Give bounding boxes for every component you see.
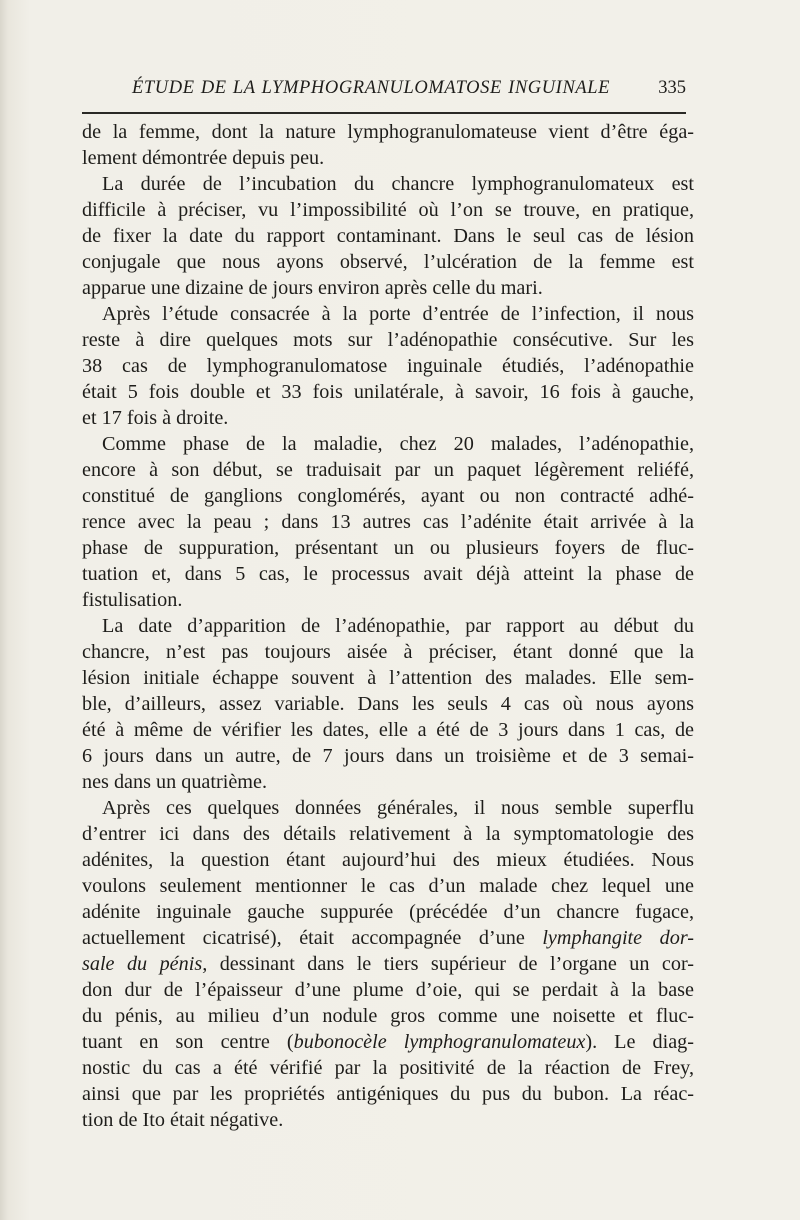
text-line: constitué de ganglions conglomérés, ayant ou non contracté adhé- <box>82 485 694 507</box>
text-line: ainsi que par les propriétés antigéniques du pus du bubon. La réac- <box>82 1083 694 1105</box>
text-segment: actuellement cicatrisé), était accompagnée d’une <box>82 927 525 949</box>
text-line: rence avec la peau ; dans 13 autres cas l’adénite était arrivée à la <box>82 511 694 533</box>
text-segment: ). Le diag- <box>585 1031 694 1053</box>
text-line: conjugale que nous ayons observé, l’ulcération de la femme est <box>82 251 694 273</box>
text-segment: dessinant dans le tiers supérieur de l’organe un cor- <box>219 953 694 975</box>
text-line: phase de suppuration, présentant un ou plusieurs foyers de fluc- <box>82 537 694 559</box>
text-line: difficile à préciser, vu l’impossibilité où l’on se trouve, en pratique, <box>82 199 694 221</box>
text-line <box>82 925 694 951</box>
text-line: ble, d’ailleurs, assez variable. Dans les seuls 4 cas où nous ayons <box>82 693 694 715</box>
text-segment: tuant en son centre ( <box>82 1031 294 1053</box>
text-line: 38 cas de lymphogranulomatose inguinale étudiés, l’adénopathie <box>82 355 694 377</box>
text-line: était 5 fois double et 33 fois unilatérale, à savoir, 16 fois à gauche, <box>82 381 694 403</box>
text-line: du pénis, au milieu d’un nodule gros comme une noisette et fluc- <box>82 1005 694 1027</box>
text-line: apparue une dizaine de jours environ après celle du mari. <box>82 277 543 299</box>
text-line: lement démontrée depuis peu. <box>82 147 325 169</box>
text-line: nes dans un quatrième. <box>82 771 267 793</box>
text-line: Après ces quelques données générales, il nous semble superflu <box>102 797 694 819</box>
text-line: été à même de vérifier les dates, elle a été de 3 jours dans 1 cas, de <box>82 719 694 741</box>
text-line <box>82 1029 694 1055</box>
text-line: encore à son début, se traduisait par un paquet légèrement reliéfé, <box>82 459 694 481</box>
text-line: et 17 fois à droite. <box>82 407 229 429</box>
text-line: d’entrer ici dans des détails relativement à la symptomatologie des <box>82 823 694 845</box>
text-line: tuation et, dans 5 cas, le processus avait déjà atteint la phase de <box>82 563 694 585</box>
running-title: ÉTUDE DE LA LYMPHOGRANULOMATOSE INGUINALE <box>132 78 611 98</box>
text-line: La date d’apparition de l’adénopathie, par rapport au début du <box>102 615 694 637</box>
text-line: chancre, n’est pas toujours aisée à préciser, étant donné que la <box>82 641 694 663</box>
text-line: voulons seulement mentionner le cas d’un malade chez lequel une <box>82 875 694 897</box>
text-line: adénites, la question étant aujourd’hui des mieux étudiées. Nous <box>82 849 694 871</box>
text-line: reste à dire quelques mots sur l’adénopathie consécutive. Sur les <box>82 329 694 351</box>
text-line: fistulisation. <box>82 589 183 611</box>
text-line: lésion initiale échappe souvent à l’attention des malades. Elle sem- <box>82 667 694 689</box>
text-line: adénite inguinale gauche suppurée (précédée d’un chancre fugace, <box>82 901 694 923</box>
header-rule <box>82 112 686 114</box>
text-line: don dur de l’épaisseur d’une plume d’oie, qui se perdait à la base <box>82 979 694 1001</box>
text-line <box>82 951 694 977</box>
text-line: La durée de l’incubation du chancre lymphogranulomateux est <box>102 173 694 195</box>
text-line: Comme phase de la maladie, chez 20 malades, l’adénopathie, <box>102 433 694 455</box>
text-line: de la femme, dont la nature lymphogranulomateuse vient d’être éga- <box>82 121 694 143</box>
text-line: tion de Ito était négative. <box>82 1109 284 1131</box>
italic-phrase: lymphangite dor- <box>542 927 695 949</box>
text-line: de fixer la date du rapport contaminant. Dans le seul cas de lésion <box>82 225 694 247</box>
italic-phrase: bubonocèle lymphogranulomateux <box>293 1031 586 1053</box>
text-line: Après l’étude consacrée à la porte d’entrée de l’infection, il nous <box>102 303 694 325</box>
running-head <box>82 78 686 106</box>
page-number: 335 <box>658 78 686 98</box>
italic-phrase: sale du pénis, <box>82 953 208 975</box>
body-text <box>82 119 694 1133</box>
text-line: 6 jours dans un autre, de 7 jours dans un troisième et de 3 semai- <box>82 745 694 767</box>
text-line: nostic du cas a été vérifié par la positivité de la réaction de Frey, <box>82 1057 694 1079</box>
